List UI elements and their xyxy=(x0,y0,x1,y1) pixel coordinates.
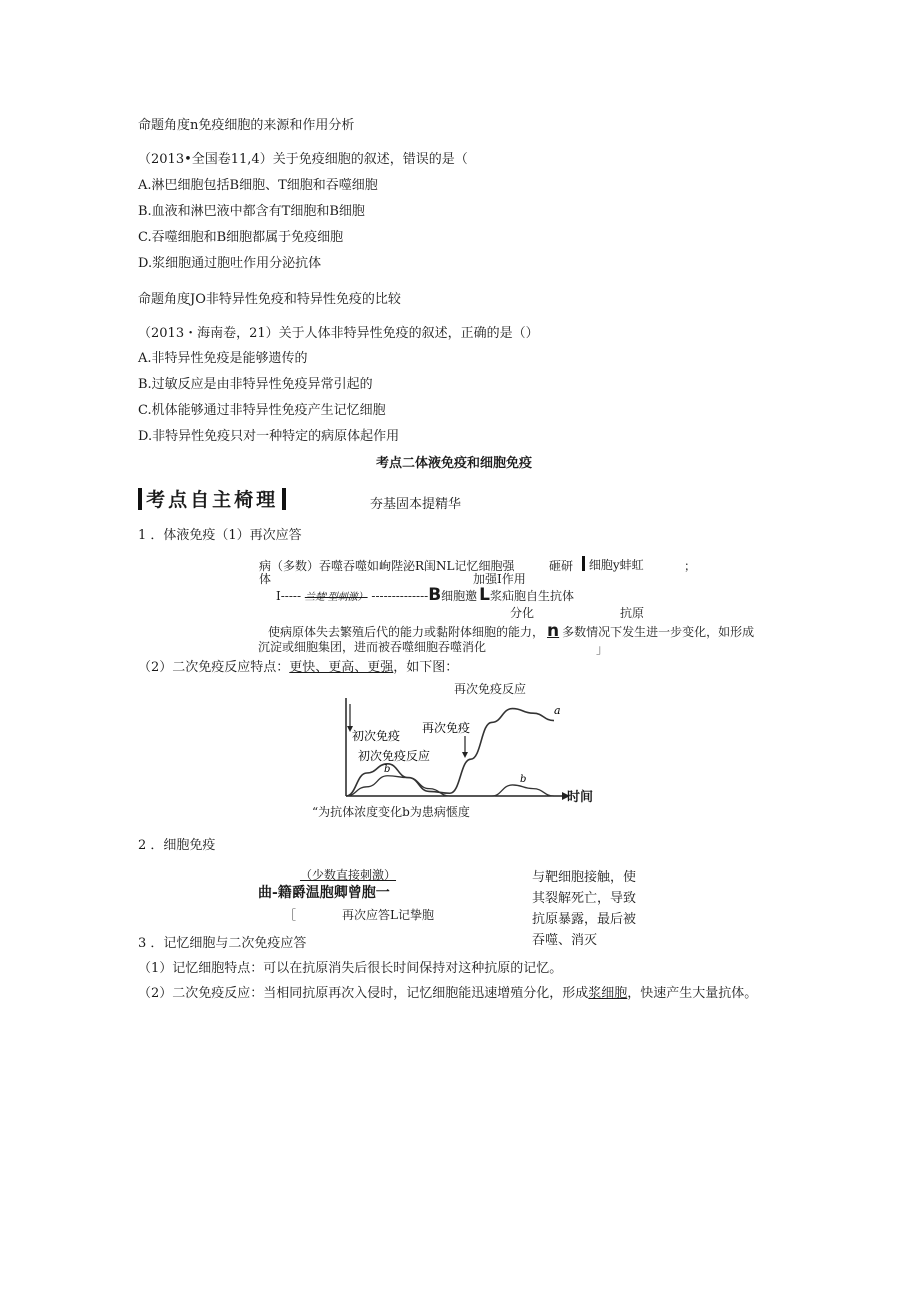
memory-item2 xyxy=(138,986,757,1002)
ann-a: a xyxy=(554,704,561,717)
humoral-line5 xyxy=(268,623,754,640)
memory-item1: （1）记忆细胞特点：可以在抗原消失后很长时间保持对这种抗原的记忆。 xyxy=(138,961,563,976)
cellular-line3b: 再次应答L记挚胞 xyxy=(342,908,434,922)
second-underlined: 更快、更高、更强 xyxy=(289,660,394,675)
cellular-right-4: 吞噬、消灭 xyxy=(532,933,598,948)
section1-option-a: A.淋巴细胞包括B细胞、T细胞和吞噬细胞 xyxy=(138,178,378,193)
memory-item2-prefix: （2）二次免疫反应：当相同抗原再次入侵时，记忆细胞能迅速增殖分化，形成 xyxy=(138,986,589,1001)
humoral-line3c: -------------- xyxy=(371,589,429,603)
section1-question: （2013•全国卷11,4）关于免疫细胞的叙述，错误的是（ xyxy=(138,152,468,167)
cellular-right-2: 其裂解死亡，导致 xyxy=(532,891,637,906)
section2-option-b: B.过敏反应是由非特异性免疫异常引起的 xyxy=(138,377,373,392)
humoral-line3e: 细胞邀 xyxy=(441,589,478,603)
humoral-line1d: ； xyxy=(684,559,697,573)
humoral-heading: 1 ．体液免疫（1）再次应答 xyxy=(138,528,302,543)
chart-xlabel: 时间 xyxy=(567,790,594,805)
second-prefix: （2）二次免疫反应特点： xyxy=(138,660,290,675)
cellular-right xyxy=(532,867,636,951)
ann-initial: 初次免疫 xyxy=(352,729,401,743)
humoral-line5c: 多数情况下发生进一步变化，如形成 xyxy=(562,625,755,639)
memory-item2-suffix: ，快速产生大量抗体。 xyxy=(627,986,758,1001)
section2-title: 命题角度JO非特异性免疫和特异性免疫的比较 xyxy=(138,292,401,307)
second-suffix: ，如下图： xyxy=(393,660,459,675)
cellular-right-3: 抗原暴露，最后被 xyxy=(532,912,637,927)
memory-heading: 3 ．记忆细胞与二次免疫应答 xyxy=(138,936,307,951)
ann-b2: b xyxy=(520,774,527,785)
humoral-line3d: B xyxy=(428,585,442,605)
humoral-line3a: I----- xyxy=(276,589,302,603)
humoral-line3 xyxy=(276,587,574,606)
section2-option-d: D.非特异性免疫只对一种特定的病原体起作用 xyxy=(138,429,400,444)
section2-question: （2013・海南卷，21）关于人体非特异性免疫的叙述，正确的是（） xyxy=(138,326,539,341)
humoral-line4a: 分化 xyxy=(510,606,535,620)
humoral-line2b: 加强I作用 xyxy=(473,572,526,586)
cellular-line1: （少数直接刺激） xyxy=(300,868,397,882)
cellular-line3a: ［ xyxy=(284,908,297,922)
humoral-line6: 沉淀或细胞集团，进而被吞噬细胞吞噬消化 xyxy=(258,640,487,654)
header-bar-left xyxy=(138,488,142,510)
section2-option-c: C.机体能够通过非特异性免疫产生记忆细胞 xyxy=(138,403,386,418)
memory-item2-under: 浆细胞 xyxy=(588,986,628,1001)
section1-option-c: C.吞噬细胞和B细胞都属于免疫细胞 xyxy=(138,230,344,245)
humoral-line1: 病（多数）吞噬吞噬如峋陛泌R闺NL记忆细胞强 xyxy=(259,559,515,573)
humoral-line3g: 浆疝胞自生抗体 xyxy=(490,589,575,603)
kaodian-header-text: 考点自主椅理 xyxy=(146,489,279,511)
kaodian-header xyxy=(138,488,286,515)
cellular-right-1: 与靶细胞接触，使 xyxy=(532,870,637,885)
kaodian-center-title: 考点二体液免疫和细胞免疫 xyxy=(376,456,533,471)
humoral-line3f: L xyxy=(479,585,491,605)
ann-second: 再次免疫 xyxy=(422,721,471,735)
humoral-line4b: 抗原 xyxy=(620,606,645,620)
cellular-line2: 曲-籍爵温胞卿曾胞一 xyxy=(258,885,390,901)
humoral-line1c: 细胞y蚌虹 xyxy=(588,558,644,572)
section1-title: 命题角度n免疫细胞的来源和作用分析 xyxy=(138,118,355,133)
section1-option-b: B.血液和淋巴液中都含有T细胞和B细胞 xyxy=(138,204,365,219)
chart-caption: “为抗体浓度变化b为患病惬度 xyxy=(312,805,470,819)
humoral-line1b: 砸研 xyxy=(549,559,574,573)
second-response xyxy=(138,660,458,676)
kaodian-subheader: 夯基固本提精华 xyxy=(370,497,462,512)
ann-b1: b xyxy=(384,764,391,775)
section1-option-d: D.浆细胞通过胞吐作用分泌抗体 xyxy=(138,256,322,271)
humoral-line3b: 兰楚'型刺激） xyxy=(304,592,368,603)
humoral-line6b: 」 xyxy=(596,642,609,656)
humoral-bar xyxy=(582,556,585,571)
humoral-line1c-wrap xyxy=(582,556,644,573)
arrow-second-head xyxy=(462,752,468,758)
section2-option-a: A.非特异性免疫是能够遗传的 xyxy=(138,351,308,366)
cellular-heading: 2 ．细胞免疫 xyxy=(138,838,216,853)
humoral-line2a: 体 xyxy=(259,572,272,586)
humoral-line5a: 使病原体失去繁殖后代的能力或黏附体细胞的能力， xyxy=(268,625,545,639)
ann-initial-response: 初次免疫反应 xyxy=(358,749,431,763)
humoral-line5b: n xyxy=(547,621,560,641)
header-bar-right xyxy=(282,488,286,510)
chart-title: 再次免疫反应 xyxy=(454,682,527,696)
